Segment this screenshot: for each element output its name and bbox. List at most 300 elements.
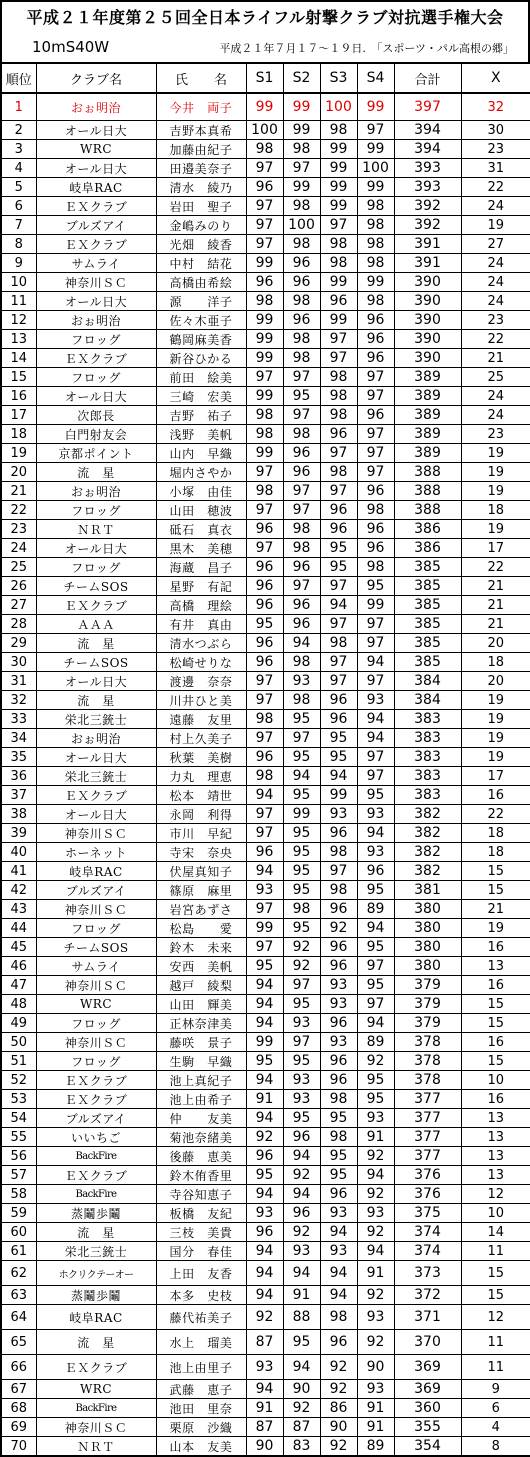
table-row [1, 235, 530, 254]
x-count-cell: 16 [461, 1033, 530, 1052]
table-row [1, 1380, 530, 1399]
s1-cell: 98 [246, 406, 283, 425]
s2-cell: 92 [283, 1166, 320, 1185]
s4-cell: 93 [357, 843, 394, 862]
total-cell: 386 [394, 520, 461, 539]
s4-cell: 95 [357, 976, 394, 995]
s4-cell: 97 [357, 767, 394, 786]
s1-cell: 96 [246, 634, 283, 653]
x-count-cell: 13 [461, 1128, 530, 1147]
col-header-s3: S3 [320, 63, 357, 93]
x-count-cell: 24 [461, 254, 530, 273]
s2-cell: 96 [283, 1128, 320, 1147]
total-cell: 383 [394, 710, 461, 729]
name-cell: 高橋 理絵 [156, 596, 246, 615]
table-row [1, 1204, 530, 1223]
s4-cell: 96 [357, 482, 394, 501]
table-row [1, 311, 530, 330]
s1-cell: 97 [246, 216, 283, 235]
s2-cell: 98 [283, 520, 320, 539]
s2-cell: 94 [283, 1147, 320, 1166]
x-count-cell: 15 [461, 862, 530, 881]
s1-cell: 97 [246, 824, 283, 843]
s1-cell: 94 [246, 862, 283, 881]
s4-cell: 92 [357, 1330, 394, 1355]
club-cell: ＥＸクラブ [36, 786, 156, 805]
name-cell: 池上真紀子 [156, 1071, 246, 1090]
name-cell: 中村 結花 [156, 254, 246, 273]
total-cell: 355 [394, 1418, 461, 1437]
x-count-cell: 23 [461, 425, 530, 444]
total-cell: 380 [394, 957, 461, 976]
club-cell: オール日大 [36, 672, 156, 691]
s1-cell: 97 [246, 501, 283, 520]
club-cell: 次郎長 [36, 406, 156, 425]
results-header [0, 0, 530, 64]
s4-cell: 92 [357, 1185, 394, 1204]
total-cell: 385 [394, 577, 461, 596]
table-row [1, 881, 530, 900]
table-row [1, 1399, 530, 1418]
club-cell: おぉ明治 [36, 311, 156, 330]
x-count-cell: 19 [461, 463, 530, 482]
s2-cell: 98 [283, 292, 320, 311]
rank-cell: 69 [1, 1418, 36, 1437]
club-cell: 栄北三銃士 [36, 1242, 156, 1261]
s1-cell: 94 [246, 1185, 283, 1204]
s4-cell: 94 [357, 653, 394, 672]
total-cell: 390 [394, 349, 461, 368]
s3-cell: 99 [320, 786, 357, 805]
s2-cell: 98 [283, 197, 320, 216]
s2-cell: 96 [283, 311, 320, 330]
s3-cell: 98 [320, 235, 357, 254]
s1-cell: 92 [246, 1305, 283, 1330]
rank-cell: 45 [1, 938, 36, 957]
club-cell: フロッグ [36, 558, 156, 577]
table-row [1, 254, 530, 273]
club-cell: チームSOS [36, 938, 156, 957]
s3-cell: 93 [320, 976, 357, 995]
s1-cell: 96 [246, 653, 283, 672]
total-cell: 378 [394, 1071, 461, 1090]
s4-cell: 94 [357, 1014, 394, 1033]
x-count-cell: 15 [461, 881, 530, 900]
s4-cell: 97 [357, 634, 394, 653]
x-count-cell: 22 [461, 558, 530, 577]
name-cell: 力丸 理恵 [156, 767, 246, 786]
table-row [1, 1128, 530, 1147]
x-count-cell: 16 [461, 1090, 530, 1109]
s3-cell: 96 [320, 957, 357, 976]
s4-cell: 89 [357, 1437, 394, 1457]
club-cell: ＥＸクラブ [36, 1071, 156, 1090]
s4-cell: 94 [357, 1166, 394, 1185]
total-cell: 373 [394, 1261, 461, 1286]
total-cell: 382 [394, 843, 461, 862]
s4-cell: 93 [357, 1109, 394, 1128]
rank-cell: 11 [1, 292, 36, 311]
table-row [1, 1071, 530, 1090]
total-cell: 377 [394, 1128, 461, 1147]
s3-cell: 96 [320, 1185, 357, 1204]
table-row [1, 1242, 530, 1261]
s3-cell: 99 [320, 273, 357, 292]
x-count-cell: 20 [461, 634, 530, 653]
total-cell: 390 [394, 330, 461, 349]
club-cell: おぉ明治 [36, 93, 156, 121]
club-cell: 流 星 [36, 1330, 156, 1355]
s3-cell: 98 [320, 1090, 357, 1109]
table-row [1, 957, 530, 976]
total-cell: 389 [394, 368, 461, 387]
s3-cell: 99 [320, 140, 357, 159]
results-body [1, 93, 530, 1456]
s2-cell: 96 [283, 596, 320, 615]
club-cell: おぉ明治 [36, 729, 156, 748]
s2-cell: 93 [283, 1071, 320, 1090]
name-cell: 松本 靖世 [156, 786, 246, 805]
s1-cell: 91 [246, 1090, 283, 1109]
table-header-row [1, 63, 530, 93]
results-table [0, 62, 530, 1457]
name-cell: 高橋由希絵 [156, 273, 246, 292]
total-cell: 377 [394, 1147, 461, 1166]
club-cell: オール日大 [36, 748, 156, 767]
col-header-total: 合計 [394, 63, 461, 93]
s1-cell: 99 [246, 1033, 283, 1052]
rank-cell: 41 [1, 862, 36, 881]
rank-cell: 15 [1, 368, 36, 387]
name-cell: 鈴木侑香里 [156, 1166, 246, 1185]
table-row [1, 634, 530, 653]
s1-cell: 96 [246, 748, 283, 767]
club-cell: ブルズアイ [36, 1109, 156, 1128]
rank-cell: 50 [1, 1033, 36, 1052]
total-cell: 382 [394, 824, 461, 843]
rank-cell: 8 [1, 235, 36, 254]
s3-cell: 98 [320, 368, 357, 387]
x-count-cell: 24 [461, 406, 530, 425]
name-cell: 水上 瑠美 [156, 1330, 246, 1355]
table-row [1, 1090, 530, 1109]
table-row [1, 1330, 530, 1355]
rank-cell: 57 [1, 1166, 36, 1185]
rank-cell: 27 [1, 596, 36, 615]
s1-cell: 94 [246, 1071, 283, 1090]
name-cell: 上田 友香 [156, 1261, 246, 1286]
club-cell: 神奈川ＳＣ [36, 1418, 156, 1437]
s4-cell: 91 [357, 1399, 394, 1418]
total-cell: 388 [394, 463, 461, 482]
rank-cell: 58 [1, 1185, 36, 1204]
name-cell: 仲 友美 [156, 1109, 246, 1128]
s3-cell: 90 [320, 1418, 357, 1437]
col-header-s1: S1 [246, 63, 283, 93]
club-cell: 流 星 [36, 634, 156, 653]
rank-cell: 53 [1, 1090, 36, 1109]
s4-cell: 92 [357, 1223, 394, 1242]
name-cell: 藤咲 景子 [156, 1033, 246, 1052]
s2-cell: 83 [283, 1437, 320, 1457]
s1-cell: 98 [246, 767, 283, 786]
club-cell: オール日大 [36, 805, 156, 824]
table-row [1, 1437, 530, 1457]
s1-cell: 95 [246, 1052, 283, 1071]
x-count-cell: 12 [461, 1305, 530, 1330]
club-cell: 栄北三銃士 [36, 710, 156, 729]
table-row [1, 482, 530, 501]
s1-cell: 94 [246, 1380, 283, 1399]
rank-cell: 2 [1, 121, 36, 140]
table-row [1, 1052, 530, 1071]
club-cell: WRC [36, 995, 156, 1014]
name-cell: 松崎せりな [156, 653, 246, 672]
s2-cell: 94 [283, 634, 320, 653]
s2-cell: 95 [283, 748, 320, 767]
s4-cell: 99 [357, 93, 394, 121]
s4-cell: 99 [357, 178, 394, 197]
club-cell: ＥＸクラブ [36, 596, 156, 615]
table-row [1, 1355, 530, 1380]
table-row [1, 425, 530, 444]
club-cell: 栄北三銃士 [36, 767, 156, 786]
s2-cell: 96 [283, 273, 320, 292]
s1-cell: 94 [246, 1286, 283, 1305]
total-cell: 384 [394, 691, 461, 710]
s3-cell: 96 [320, 824, 357, 843]
table-row [1, 1418, 530, 1437]
club-cell: 流 星 [36, 691, 156, 710]
name-cell: 金嶋みのり [156, 216, 246, 235]
rank-cell: 47 [1, 976, 36, 995]
name-cell: 篠原 麻里 [156, 881, 246, 900]
total-cell: 385 [394, 558, 461, 577]
s4-cell: 96 [357, 330, 394, 349]
s3-cell: 95 [320, 539, 357, 558]
page-title: 平成２１年度第２５回全日本ライフル射撃クラブ対抗選手権大会 [26, 8, 504, 27]
s2-cell: 96 [283, 254, 320, 273]
table-row [1, 1305, 530, 1330]
club-cell: 神奈川ＳＣ [36, 900, 156, 919]
s3-cell: 97 [320, 330, 357, 349]
s1-cell: 97 [246, 159, 283, 178]
rank-cell: 61 [1, 1242, 36, 1261]
s3-cell: 96 [320, 938, 357, 957]
s2-cell: 95 [283, 786, 320, 805]
x-count-cell: 9 [461, 1380, 530, 1399]
name-cell: 小塚 由佳 [156, 482, 246, 501]
club-cell: サムライ [36, 957, 156, 976]
table-row [1, 520, 530, 539]
s1-cell: 97 [246, 805, 283, 824]
x-count-cell: 13 [461, 1109, 530, 1128]
s3-cell: 97 [320, 482, 357, 501]
x-count-cell: 21 [461, 596, 530, 615]
club-cell: オール日大 [36, 159, 156, 178]
s3-cell: 98 [320, 1128, 357, 1147]
s1-cell: 94 [246, 976, 283, 995]
s1-cell: 93 [246, 1204, 283, 1223]
table-row [1, 197, 530, 216]
table-row [1, 501, 530, 520]
club-cell: フロッグ [36, 330, 156, 349]
x-count-cell: 18 [461, 653, 530, 672]
s2-cell: 90 [283, 1380, 320, 1399]
rank-cell: 22 [1, 501, 36, 520]
rank-cell: 7 [1, 216, 36, 235]
x-count-cell: 17 [461, 539, 530, 558]
s2-cell: 96 [283, 444, 320, 463]
x-count-cell: 15 [461, 1014, 530, 1033]
name-cell: 清水つぶら [156, 634, 246, 653]
table-row [1, 368, 530, 387]
s1-cell: 95 [246, 1166, 283, 1185]
club-cell: フロッグ [36, 919, 156, 938]
s2-cell: 96 [283, 558, 320, 577]
s2-cell: 93 [283, 1014, 320, 1033]
name-cell: 光畑 綾香 [156, 235, 246, 254]
total-cell: 378 [394, 1052, 461, 1071]
s3-cell: 97 [320, 653, 357, 672]
x-count-cell: 11 [461, 1355, 530, 1380]
total-cell: 391 [394, 235, 461, 254]
name-cell: 海蔵 昌子 [156, 558, 246, 577]
table-row [1, 691, 530, 710]
s3-cell: 93 [320, 805, 357, 824]
table-row [1, 938, 530, 957]
s4-cell: 96 [357, 520, 394, 539]
total-cell: 385 [394, 596, 461, 615]
club-cell: 流 星 [36, 1223, 156, 1242]
s1-cell: 95 [246, 615, 283, 634]
club-cell: フロッグ [36, 501, 156, 520]
club-cell: 神奈川ＳＣ [36, 824, 156, 843]
s3-cell: 95 [320, 729, 357, 748]
club-cell: 神奈川ＳＣ [36, 273, 156, 292]
s2-cell: 100 [283, 216, 320, 235]
rank-cell: 6 [1, 197, 36, 216]
s2-cell: 97 [283, 729, 320, 748]
rank-cell: 38 [1, 805, 36, 824]
s2-cell: 97 [283, 159, 320, 178]
s1-cell: 96 [246, 273, 283, 292]
event-name: 10mS40W [32, 38, 110, 56]
name-cell: 池上由里子 [156, 1355, 246, 1380]
s4-cell: 97 [357, 425, 394, 444]
club-cell: チームSOS [36, 577, 156, 596]
name-cell: 板橋 友紀 [156, 1204, 246, 1223]
x-count-cell: 23 [461, 311, 530, 330]
s1-cell: 96 [246, 577, 283, 596]
club-cell: BackFire [36, 1399, 156, 1418]
name-cell: 越戸 綾梨 [156, 976, 246, 995]
table-row [1, 748, 530, 767]
rank-cell: 64 [1, 1305, 36, 1330]
s4-cell: 99 [357, 596, 394, 615]
s2-cell: 95 [283, 919, 320, 938]
s2-cell: 97 [283, 406, 320, 425]
s2-cell: 96 [283, 615, 320, 634]
total-cell: 397 [394, 93, 461, 121]
rank-cell: 68 [1, 1399, 36, 1418]
total-cell: 385 [394, 615, 461, 634]
name-cell: 吉野本真希 [156, 121, 246, 140]
s1-cell: 96 [246, 178, 283, 197]
s2-cell: 98 [283, 539, 320, 558]
table-row [1, 1286, 530, 1305]
s3-cell: 98 [320, 387, 357, 406]
total-cell: 379 [394, 976, 461, 995]
club-cell: ブルズアイ [36, 881, 156, 900]
name-cell: 山田 穂波 [156, 501, 246, 520]
s4-cell: 95 [357, 1090, 394, 1109]
s2-cell: 95 [283, 995, 320, 1014]
x-count-cell: 18 [461, 824, 530, 843]
club-cell: 蒸鬮歩鬮 [36, 1204, 156, 1223]
club-cell: ＥＸクラブ [36, 1090, 156, 1109]
total-cell: 374 [394, 1242, 461, 1261]
name-cell: 安西 美帆 [156, 957, 246, 976]
name-cell: 今井 両子 [156, 93, 246, 121]
name-cell: 浅野 美帆 [156, 425, 246, 444]
s2-cell: 94 [283, 767, 320, 786]
s4-cell: 89 [357, 900, 394, 919]
total-cell: 378 [394, 1033, 461, 1052]
s2-cell: 95 [283, 824, 320, 843]
s1-cell: 93 [246, 881, 283, 900]
name-cell: 川井ひと美 [156, 691, 246, 710]
table-row [1, 900, 530, 919]
table-row-winner [1, 93, 530, 121]
name-cell: 吉野 祐子 [156, 406, 246, 425]
table-row [1, 1109, 530, 1128]
name-cell: 生駒 早織 [156, 1052, 246, 1071]
s4-cell: 95 [357, 577, 394, 596]
name-cell: 田邉美奈子 [156, 159, 246, 178]
x-count-cell: 19 [461, 482, 530, 501]
name-cell: 渡邊 奈奈 [156, 672, 246, 691]
name-cell: 岩宮あずさ [156, 900, 246, 919]
name-cell: 鈴木 未来 [156, 938, 246, 957]
rank-cell: 13 [1, 330, 36, 349]
table-row [1, 387, 530, 406]
rank-cell: 39 [1, 824, 36, 843]
table-row [1, 786, 530, 805]
table-row [1, 672, 530, 691]
s3-cell: 94 [320, 1261, 357, 1286]
s1-cell: 99 [246, 444, 283, 463]
s2-cell: 95 [283, 387, 320, 406]
s3-cell: 86 [320, 1399, 357, 1418]
s2-cell: 95 [283, 881, 320, 900]
x-count-cell: 19 [461, 520, 530, 539]
x-count-cell: 19 [461, 691, 530, 710]
name-cell: 三崎 宏美 [156, 387, 246, 406]
name-cell: 伏屋真知子 [156, 862, 246, 881]
s2-cell: 95 [283, 862, 320, 881]
club-cell: BackFire [36, 1185, 156, 1204]
x-count-cell: 19 [461, 710, 530, 729]
table-row [1, 178, 530, 197]
s4-cell: 98 [357, 558, 394, 577]
s4-cell: 91 [357, 1128, 394, 1147]
total-cell: 383 [394, 786, 461, 805]
s1-cell: 98 [246, 292, 283, 311]
club-cell: BackFire [36, 1147, 156, 1166]
club-cell: 蒸鬮歩鬮 [36, 1286, 156, 1305]
name-cell: 前田 絵美 [156, 368, 246, 387]
